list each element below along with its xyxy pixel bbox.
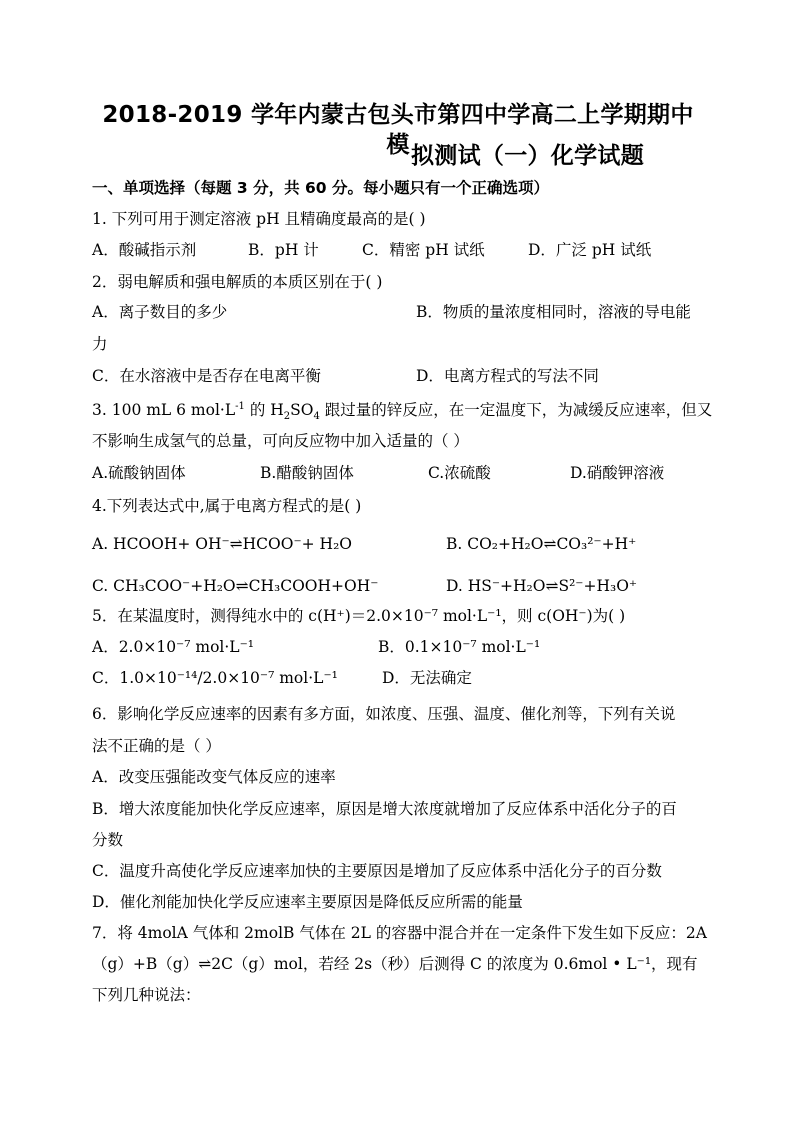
q7-stem-line3: 下列几种说法： bbox=[92, 986, 201, 1004]
q1-option-a: A．酸碱指示剂 bbox=[92, 241, 197, 259]
q2-stem: 2．弱电解质和强电解质的本质区别在于( ) bbox=[92, 273, 383, 291]
q3-stem-part1: 3. 100 mL 6 mol·L bbox=[92, 401, 236, 419]
q3-stem-line2: 不影响生成氢气的总量，可向反应物中加入适量的（ ） bbox=[92, 432, 469, 450]
q7-stem-line2: （g）+B（g）⇌2C（g）mol，若经 2s（秒）后测得 C 的浓度为 0.6mol • L⁻¹，现有 bbox=[92, 955, 698, 973]
q1-option-c: C．精密 pH 试纸 bbox=[362, 241, 485, 259]
q3-stem-line1 bbox=[92, 398, 712, 422]
q2-option-b: B．物质的量浓度相同时，溶液的导电能 bbox=[416, 303, 691, 321]
q5-option-a: A．2.0×10⁻⁷ mol·L⁻¹ bbox=[92, 638, 254, 656]
q4-option-b: B. CO₂+H₂O⇌CO₃²⁻+H⁺ bbox=[446, 535, 637, 553]
q2-option-b-cont: 力 bbox=[92, 335, 108, 353]
q6-option-c: C．温度升高使化学反应速率加快的主要原因是增加了反应体系中活化分子的百分数 bbox=[92, 862, 662, 880]
q2-option-c: C．在水溶液中是否存在电离平衡 bbox=[92, 367, 321, 385]
q7-stem-line1: 7．将 4molA 气体和 2molB 气体在 2L 的容器中混合并在一定条件下发生如下反应：2A bbox=[92, 924, 707, 942]
q6-option-b-line2: 分数 bbox=[92, 831, 124, 849]
q3-option-b: B.醋酸钠固体 bbox=[260, 464, 354, 482]
q3-option-d: D.硝酸钾溶液 bbox=[570, 464, 665, 482]
section-heading: 一、单项选择（每题 3 分，共 60 分。每小题只有一个正确选项） bbox=[92, 179, 549, 197]
q1-stem: 1. 下列可用于测定溶液 pH 且精确度最高的是( ) bbox=[92, 210, 426, 228]
q1-option-d: D．广泛 pH 试纸 bbox=[528, 241, 652, 259]
q2-option-d: D．电离方程式的写法不同 bbox=[416, 367, 599, 385]
q5-option-b: B．0.1×10⁻⁷ mol·L⁻¹ bbox=[378, 638, 541, 656]
q3-stem-sub1: 2 bbox=[283, 411, 291, 423]
q5-option-c: C．1.0×10⁻¹⁴/2.0×10⁻⁷ mol·L⁻¹ bbox=[92, 669, 338, 687]
q5-stem: 5．在某温度时，测得纯水中的 c(H⁺)＝2.0×10⁻⁷ mol·L⁻¹，则 c(OH⁻)为( ) bbox=[92, 607, 626, 625]
q4-option-d: D. HS⁻+H₂O⇌S²⁻+H₃O⁺ bbox=[446, 577, 638, 595]
q6-option-a: A．改变压强能改变气体反应的速率 bbox=[92, 768, 336, 786]
q6-stem-line2: 法不正确的是（ ） bbox=[92, 737, 221, 755]
q1-option-b: B．pH 计 bbox=[248, 241, 319, 259]
q3-option-a: A.硫酸钠固体 bbox=[92, 464, 186, 482]
q4-stem: 4.下列表达式中,属于电离方程式的是( ) bbox=[92, 497, 362, 515]
q3-stem-sub2: 4 bbox=[313, 411, 320, 423]
q6-stem-line1: 6．影响化学反应速率的因素有多方面，如浓度、压强、温度、催化剂等，下列有关说 bbox=[92, 705, 676, 723]
q6-option-d: D．催化剂能加快化学反应速率主要原因是降低反应所需的能量 bbox=[92, 893, 523, 911]
q3-stem-part4: 跟过量的锌反应，在一定温度下，为减缓反应速率，但又 bbox=[319, 401, 713, 419]
q3-stem-part2: 的 H bbox=[244, 401, 284, 419]
q3-option-c: C.浓硫酸 bbox=[428, 464, 491, 482]
q4-option-a: A. HCOOH+ OH⁻⇌HCOO⁻+ H₂O bbox=[92, 535, 352, 553]
q6-option-b-line1: B．增大浓度能加快化学反应速率，原因是增大浓度就增加了反应体系中活化分子的百 bbox=[92, 800, 677, 818]
title-line-1: 2018-2019 学年内蒙古包头市第四中学高二上学期期中模 bbox=[102, 102, 694, 158]
q4-option-c: C. CH₃COO⁻+H₂O⇌CH₃COOH+OH⁻ bbox=[92, 577, 379, 595]
q5-option-d: D．无法确定 bbox=[382, 669, 472, 687]
q3-stem-sup: -1 bbox=[235, 400, 245, 412]
title-line-2: 拟测试（一）化学试题 bbox=[411, 143, 644, 169]
q2-option-a: A．离子数目的多少 bbox=[92, 303, 228, 321]
q3-stem-part3: SO bbox=[290, 401, 314, 419]
